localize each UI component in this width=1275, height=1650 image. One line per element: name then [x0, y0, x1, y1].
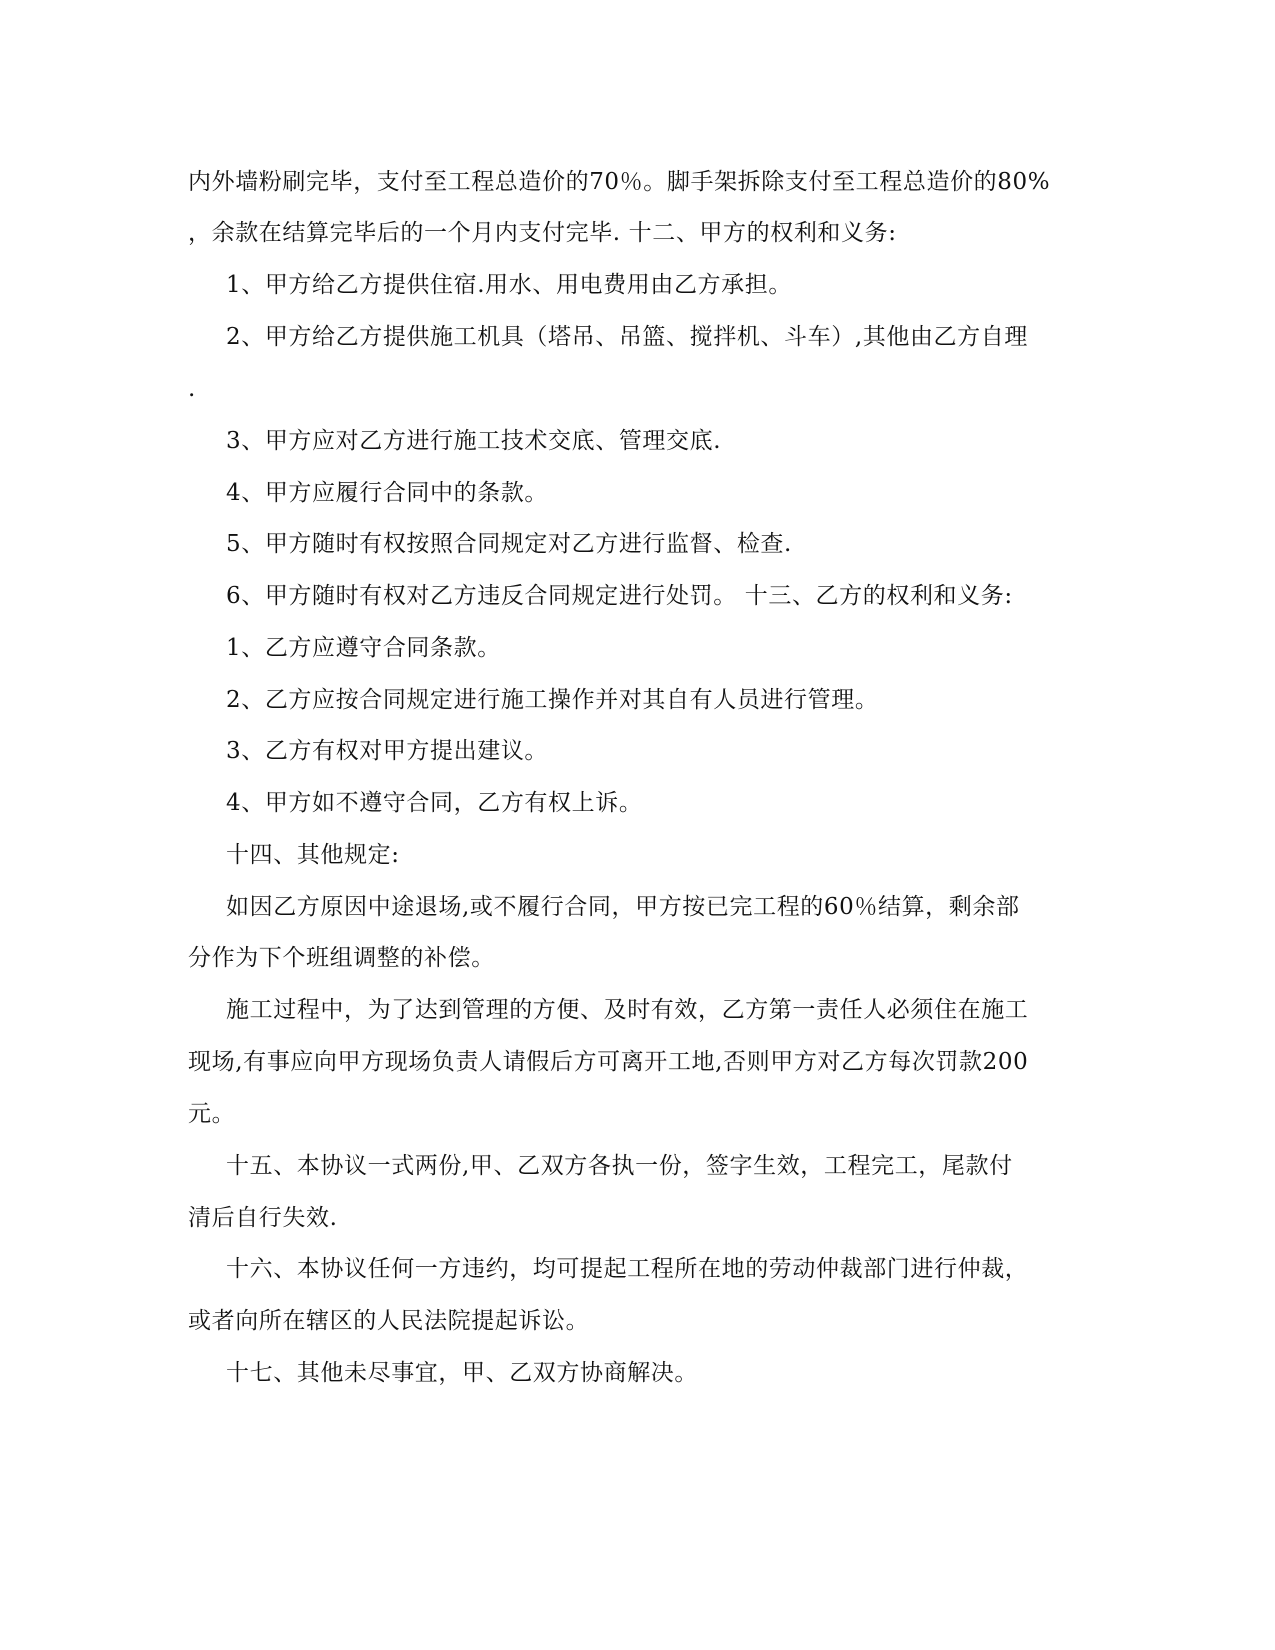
text-line: 如因乙方原因中途退场,或不履行合同，甲方按已完工程的60％结算，剩余部	[226, 894, 1020, 920]
text-line: 3、甲方应对乙方进行施工技术交底、管理交底.	[226, 428, 722, 454]
text-line: 分作为下个班组调整的补偿。	[188, 945, 495, 971]
text-line: 清后自行失效.	[188, 1205, 338, 1231]
text-line: 十七、其他未尽事宜，甲、乙双方协商解决。	[226, 1360, 698, 1386]
text-line: 1、乙方应遵守合同条款。	[226, 635, 501, 661]
text-line: 2、乙方应按合同规定进行施工操作并对其自有人员进行管理。	[226, 687, 879, 713]
text-line: 3、乙方有权对甲方提出建议。	[226, 738, 549, 764]
text-line: 内外墙粉刷完毕，支付至工程总造价的70％。脚手架拆除支付至工程总造价的80%	[188, 169, 1051, 195]
text-line: 施工过程中，为了达到管理的方便、及时有效，乙方第一责任人必须住在施工	[226, 997, 1029, 1023]
text-line: 4、甲方如不遵守合同，乙方有权上诉。	[226, 790, 643, 816]
text-line: 十五、本协议一式两份,甲、乙双方各执一份，签字生效，工程完工，尾款付	[226, 1153, 1013, 1179]
text-line: 6、甲方随时有权对乙方违反合同规定进行处罚。 十三、乙方的权利和义务:	[226, 583, 1013, 609]
text-line: 现场,有事应向甲方现场负责人请假后方可离开工地,否则甲方对乙方每次罚款200	[188, 1049, 1029, 1075]
text-line: 1、甲方给乙方提供住宿.用水、用电费用由乙方承担。	[226, 272, 792, 298]
text-line: 或者向所在辖区的人民法院提起诉讼。	[188, 1308, 590, 1334]
text-line: .	[188, 376, 196, 402]
text-line: 5、甲方随时有权按照合同规定对乙方进行监督、检查.	[226, 531, 792, 557]
text-line: ，余款在结算完毕后的一个月内支付完毕. 十二、甲方的权利和义务:	[188, 220, 897, 246]
text-line: 2、甲方给乙方提供施工机具（塔吊、吊篮、搅拌机、斗车）,其他由乙方自理	[226, 324, 1028, 350]
text-line: 十六、本协议任何一方违约，均可提起工程所在地的劳动仲裁部门进行仲裁，	[226, 1256, 1029, 1282]
section-heading: 十四、其他规定:	[226, 842, 400, 868]
text-line: 元。	[188, 1101, 236, 1127]
text-line: 4、甲方应履行合同中的条款。	[226, 480, 549, 506]
